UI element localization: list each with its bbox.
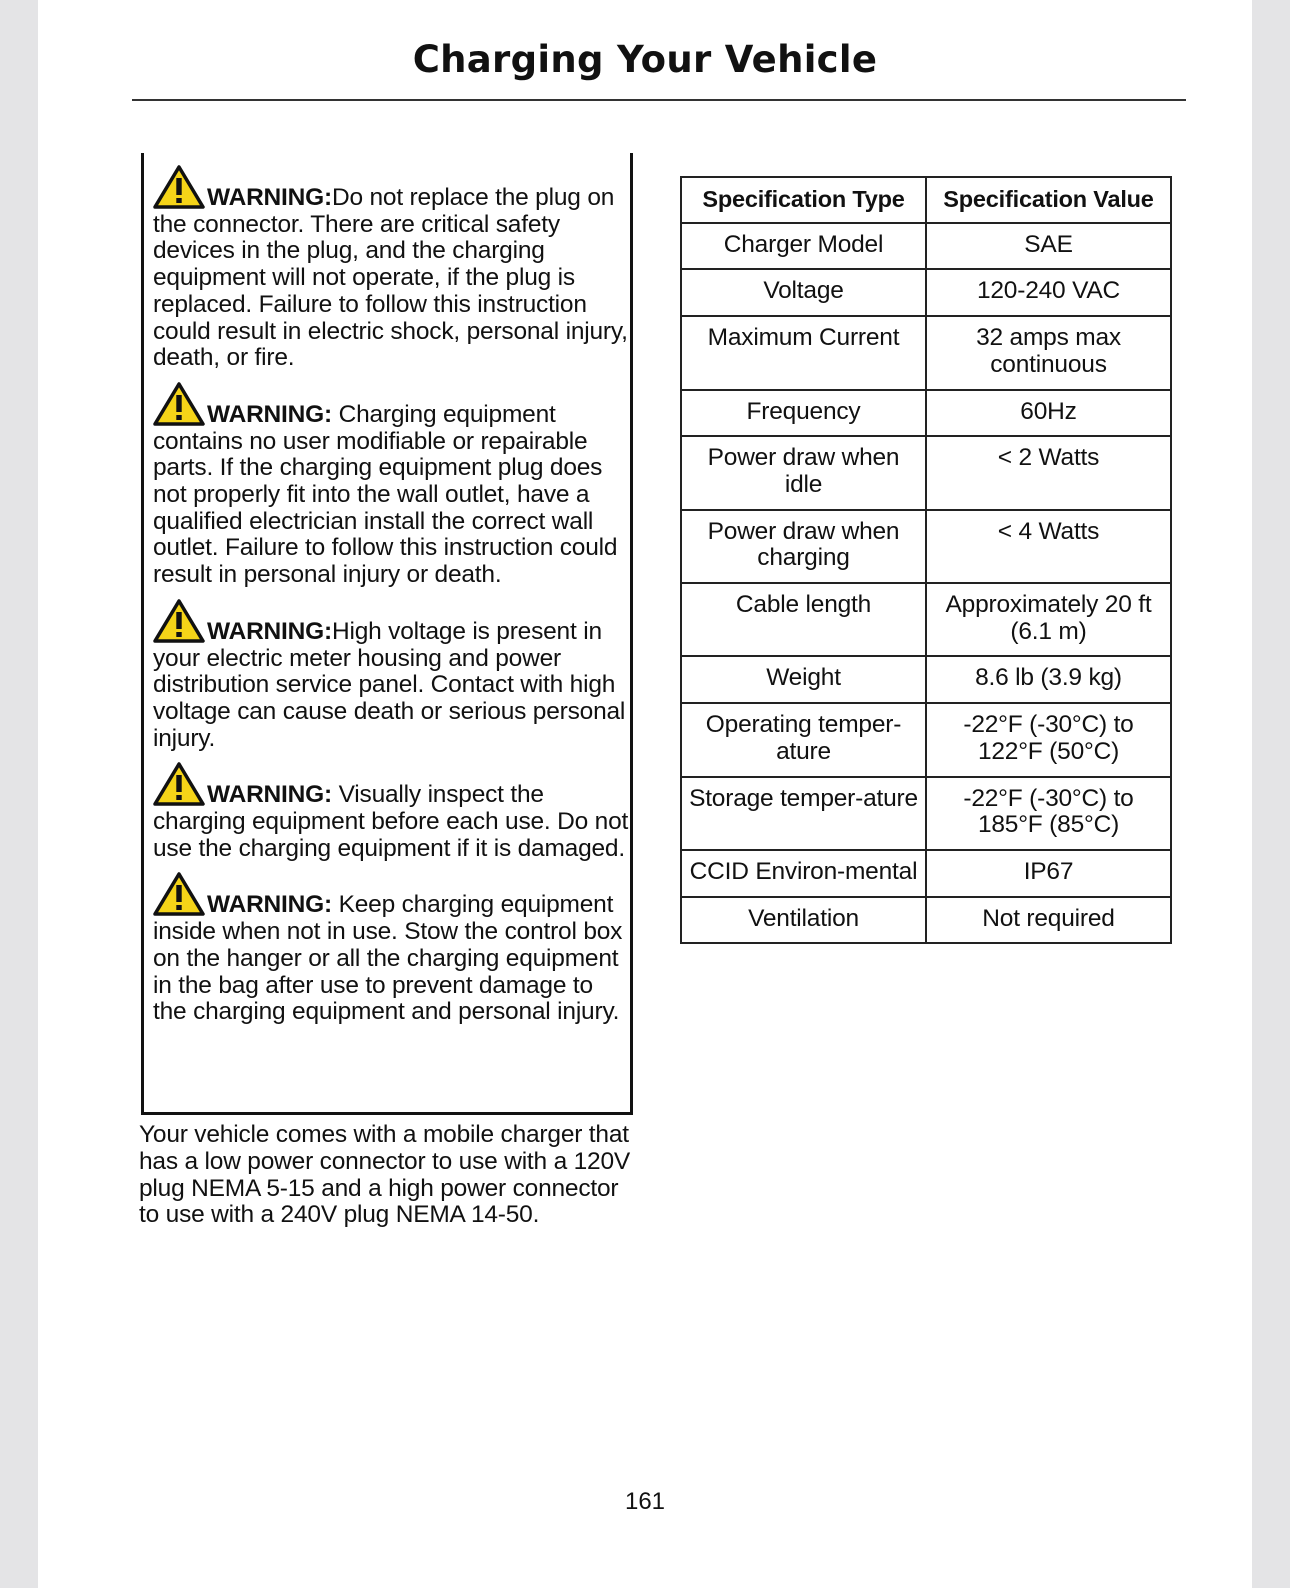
spec-type-cell: Weight — [681, 656, 926, 703]
warning-4 — [153, 762, 630, 862]
table-row — [681, 656, 1171, 703]
warning-text: Visually inspect the charging equipment before each use. Do not use the charging equipment if it is damaged. — [153, 781, 629, 862]
warning-triangle-icon — [153, 599, 205, 643]
warning-label: WARNING: — [207, 781, 332, 809]
table-row — [681, 583, 1171, 656]
spec-value-cell: < 4 Watts — [926, 510, 1171, 583]
spec-type-cell: Voltage — [681, 269, 926, 316]
specification-table — [680, 176, 1172, 944]
warning-box — [141, 153, 633, 1115]
spec-type-cell: Frequency — [681, 390, 926, 437]
table-row — [681, 510, 1171, 583]
warning-triangle-icon — [153, 762, 205, 806]
spec-value-cell: 60Hz — [926, 390, 1171, 437]
warning-text: High voltage is present in your electric meter housing and power distribution service panel. Contact with high voltage can cause death or serious personal injury. — [153, 617, 626, 752]
table-row — [681, 436, 1171, 509]
table-row — [681, 850, 1171, 897]
spec-value-cell: 120-240 VAC — [926, 269, 1171, 316]
spec-type-cell: Ventilation — [681, 897, 926, 944]
spec-value-cell: 8.6 lb (3.9 kg) — [926, 656, 1171, 703]
table-row — [681, 316, 1171, 389]
table-row — [681, 390, 1171, 437]
warning-2 — [153, 382, 630, 589]
warning-triangle-icon — [153, 165, 205, 209]
spec-type-cell: Cable length — [681, 583, 926, 656]
spec-value-cell: SAE — [926, 223, 1171, 270]
table-row — [681, 703, 1171, 776]
warning-1 — [153, 165, 630, 372]
page-number: 161 — [624, 1488, 666, 1515]
spec-value-cell: -22°F (-30°C) to 185°F (85°C) — [926, 777, 1171, 850]
warning-triangle-icon — [153, 872, 205, 916]
warning-text: Keep charging equipment inside when not in use. Stow the control box on the hanger or all the charging equipment in the bag after use to prevent damage to the charging equipment and personal injury. — [153, 891, 623, 1026]
intro-paragraph: Your vehicle comes with a mobile charger that has a low power connector to use with a 120V plug NEMA 5-15 and a high power connector to use with a 240V plug NEMA 14-50. — [139, 1121, 631, 1229]
table-row — [681, 897, 1171, 944]
spec-value-cell: < 2 Watts — [926, 436, 1171, 509]
title-divider — [132, 99, 1186, 101]
warning-label: WARNING: — [207, 891, 332, 919]
warning-3 — [153, 599, 630, 753]
spec-type-cell: CCID Environ-mental — [681, 850, 926, 897]
table-row — [681, 269, 1171, 316]
warning-text: Charging equipment contains no user modifiable or repairable parts. If the charging equipment plug does not properly fit into the wall outlet, have a qualified electrician install the correct wall outlet. Failure to follow this instruction could result in personal injury or death. — [153, 400, 618, 589]
spec-type-cell: Charger Model — [681, 223, 926, 270]
spec-value-cell: -22°F (-30°C) to 122°F (50°C) — [926, 703, 1171, 776]
spec-type-cell: Power draw when idle — [681, 436, 926, 509]
page-title: Charging Your Vehicle — [412, 38, 878, 81]
warning-text: Do not replace the plug on the connector. There are critical safety devices in the plug, and the charging equipment will not operate, if the plug is replaced. Failure to follow this instruction could result in electric shock, personal injury, death, or fire. — [153, 184, 628, 372]
spec-value-cell: Not required — [926, 897, 1171, 944]
warning-5 — [153, 872, 630, 1026]
table-row — [681, 777, 1171, 850]
spec-value-cell: Approximately 20 ft (6.1 m) — [926, 583, 1171, 656]
warning-label: WARNING: — [207, 400, 332, 428]
warning-label: WARNING: — [207, 617, 332, 645]
table-header-row — [681, 177, 1171, 223]
warning-triangle-icon — [153, 382, 205, 426]
spec-type-cell: Power draw when charging — [681, 510, 926, 583]
spec-type-cell: Storage temper-ature — [681, 777, 926, 850]
warning-label: WARNING: — [207, 184, 332, 211]
spec-value-cell: IP67 — [926, 850, 1171, 897]
spec-type-cell: Operating temper-ature — [681, 703, 926, 776]
manual-page — [38, 0, 1252, 1588]
table-row — [681, 223, 1171, 270]
column-header-type: Specification Type — [681, 177, 926, 223]
spec-value-cell: 32 amps max continuous — [926, 316, 1171, 389]
column-header-value: Specification Value — [926, 177, 1171, 223]
spec-type-cell: Maximum Current — [681, 316, 926, 389]
